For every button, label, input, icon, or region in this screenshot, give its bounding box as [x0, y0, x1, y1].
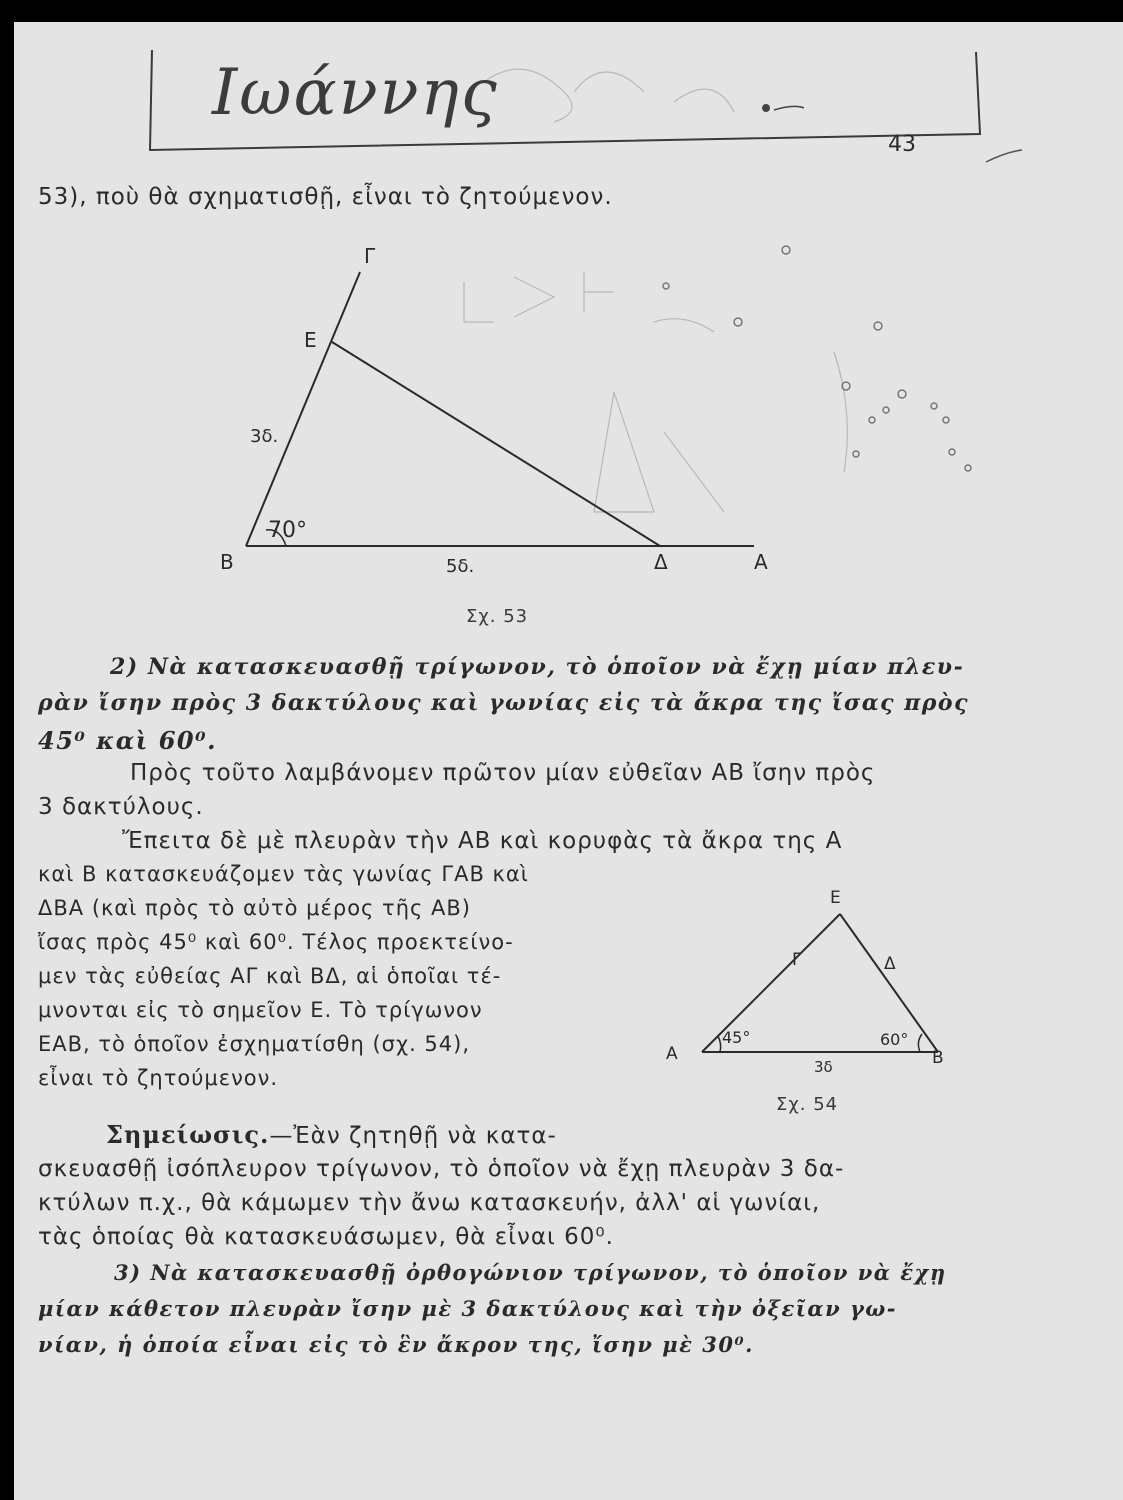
note-line-3: κτύλων π.χ., θὰ κάμωμεν τὴν ἄνω κατασκευήν, ἀλλ' αἱ γωνίαι, [38, 1190, 821, 1216]
problem2-body-line-4: καὶ Β κατασκευάζομεν τὰς γωνίας ΓΑΒ καὶ [38, 862, 529, 886]
fig53-label-b: Β [220, 550, 234, 574]
fig53-label-angle-b: 70° [268, 518, 307, 543]
note-title: Σημείωσις. [106, 1120, 270, 1149]
fig54-label-delta: Δ [884, 954, 896, 974]
intro-line: 53), ποὺ θὰ σχηματισθῇ, εἶναι τὸ ζητούμενον. [38, 184, 613, 210]
note-line-1: —Ἐὰν ζητηθῇ νὰ κατα- [269, 1123, 557, 1149]
fig54-label-gamma: Γ [792, 950, 802, 970]
problem2-body-line-5: ΔΒΑ (καὶ πρὸς τὸ αὐτὸ μέρος τῆς ΑΒ) [38, 896, 471, 920]
figure-53 [246, 272, 754, 546]
problem2-heading-line-2: ρὰν ἴσην πρὸς 3 δακτύλους καὶ γωνίας εἰς τὰ ἄκρα της ἴσας πρὸς [38, 690, 969, 716]
fig53-label-delta: Δ [654, 550, 668, 574]
fig54-label-e: Ε [830, 888, 841, 908]
problem2-body-line-6: ἴσας πρὸς 45⁰ καὶ 60⁰. Τέλος προεκτείνο- [38, 930, 514, 954]
fig54-angle-b-arc [918, 1034, 922, 1052]
note-line-4: τὰς ὁποίας θὰ κατασκευάσωμεν, θὰ εἶναι 60⁰. [38, 1224, 614, 1250]
fig54-caption: Σχ. 54 [776, 1094, 839, 1115]
problem3-heading-line-1: 3) Νὰ κατασκευασθῇ ὀρθογώνιον τρίγωνον, τὸ ὁποῖον νὰ ἔχῃ [114, 1260, 947, 1285]
fig54-label-a: Α [666, 1044, 678, 1064]
problem3-heading-line-2: μίαν κάθετον πλευρὰν ἴσην μὲ 3 δακτύλους καὶ τὴν ὀξεῖαν γω- [38, 1296, 898, 1321]
problem2-body-line-7: μεν τὰς εὐθείας ΑΓ καὶ ΒΔ, αἱ ὁποῖαι τέ- [38, 964, 502, 988]
fig53-side-ed [332, 342, 660, 546]
pencil-circles [663, 246, 971, 471]
problem3-heading-line-3: νίαν, ἡ ὁποία εἶναι εἰς τὸ ἓν ἄκρον της, ἴσην μὲ 30⁰. [38, 1332, 754, 1357]
fig53-label-a: Α [754, 550, 768, 574]
fig54-label-angle-b: 60° [880, 1030, 909, 1049]
fig54-angle-a-arc [718, 1036, 721, 1052]
fig53-label-e: Ε [304, 328, 317, 352]
problem2-body-line-2: 3 δακτύλους. [38, 794, 204, 820]
problem2-heading-line-3: 45⁰ καὶ 60⁰. [38, 726, 217, 755]
problem2-body-line-3: Ἔπειτα δὲ μὲ πλευρὰν τὴν ΑΒ καὶ κορυφὰς τὰ ἄκρα της Α [122, 828, 843, 854]
fig53-caption: Σχ. 53 [466, 606, 529, 627]
problem2-body-line-9: ΕΑΒ, τὸ ὁποῖον ἐσχηματίσθη (σχ. 54), [38, 1032, 471, 1056]
fig53-label-side-bd: 5δ. [446, 556, 475, 577]
problem2-body-line-10: εἶναι τὸ ζητούμενον. [38, 1066, 279, 1090]
fig53-side-be [246, 272, 360, 546]
fig54-label-angle-a: 45° [722, 1028, 751, 1047]
note-line-2: σκευασθῇ ἰσόπλευρον τρίγωνον, τὸ ὁποῖον νὰ ἔχῃ πλευρὰν 3 δα- [38, 1156, 845, 1182]
problem2-heading-line-1: 2) Νὰ κατασκευασθῇ τρίγωνον, τὸ ὁποῖον νὰ ἔχῃ μίαν πλευ- [110, 654, 965, 680]
pencil-scribbles [464, 69, 847, 512]
fig54-label-side-ab: 3δ [814, 1058, 833, 1076]
fig53-label-gamma: Γ [364, 244, 376, 268]
page-number: 43 [888, 132, 916, 157]
note-first-line [106, 1120, 557, 1149]
book-page [14, 22, 1123, 1500]
problem2-body-line-1: Πρὸς τοῦτο λαμβάνομεν πρῶτον μίαν εὐθεῖαν ΑΒ ἴσην πρὸς [130, 760, 876, 786]
handwritten-name: Ιωάννης [212, 56, 499, 130]
fig54-label-b: Β [932, 1048, 944, 1068]
problem2-body-line-8: μνονται εἰς τὸ σημεῖον Ε. Τὸ τρίγωνον [38, 998, 483, 1022]
fig53-label-side-be: 3δ. [250, 426, 279, 447]
